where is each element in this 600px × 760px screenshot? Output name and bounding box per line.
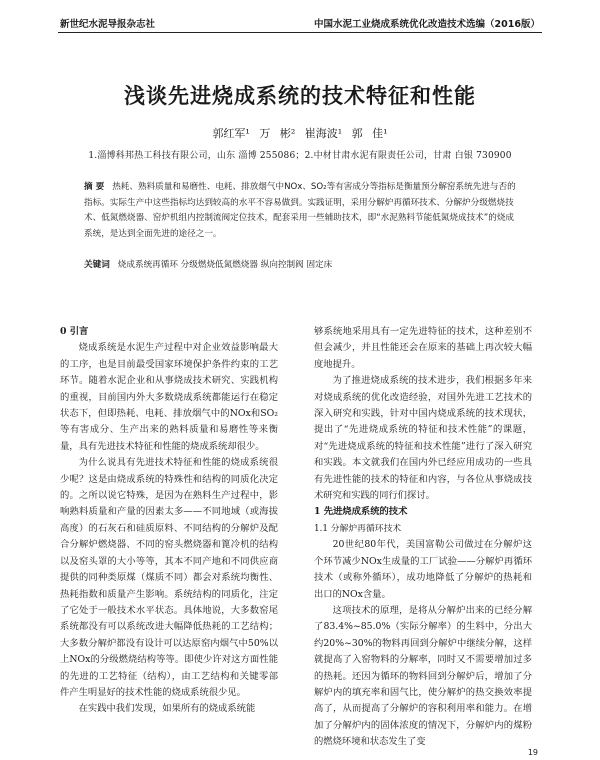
running-header-book-title: 中国水泥工业烧成系统优化改造技术选编（2016版）	[314, 19, 540, 30]
body-paragraph: 烧成系统是水泥生产过程中对企业效益影响最大的工序，也是目前最受国家环境保护条件约束的工艺环节。随着水泥企业和从事烧成技术研究、实践机构的重视，目前国内外大多数烧成系统都能运行在稳定状态下，但即热耗、电耗、排放烟气中的NOx和SO₂等有害成分、生产出来的熟料质量和易磨性等来衡量，具有先进技术特征和性能的烧成系统却很少。	[60, 342, 278, 452]
abstract-label: 摘 要	[84, 182, 105, 192]
body-paragraph: 这项技术的原理，是将从分解炉出来的已经分解了83.4%~85.0%（实际分解率）的生料中，分出大约20%~30%的物料再回到分解炉中继续分解，这样就提高了入窑物料的分解率，同时又不需要增加过多的热耗。还因为循环的物料回到分解炉后，增加了分解炉内的填充率和固气比，使分解炉的热交换效率提高了，从而提高了分解炉的容积利用率和能力。在增加了分解炉内的固体浓度的情况下，分解炉内的煤粉的燃烧环境和状态发生了变	[314, 604, 532, 748]
author-list: 郭红军¹ 万 彬² 崔海波¹ 郭 佳¹	[212, 127, 388, 140]
keywords-label: 关键词	[84, 260, 110, 270]
body-paragraph: 够系统地采用具有一定先进特征的技术，这种差别不但会减少，并且性能还会在原来的基础上再次较大幅度地提升。	[314, 326, 532, 370]
keywords-text: 烧成系统再循环 分级燃烧低氮燃烧器 纵向控制阀 固定床	[117, 260, 333, 270]
article-title: 浅谈先进烧成系统的技术特征和性能	[124, 84, 476, 108]
keywords	[84, 258, 518, 273]
body-paragraph: 为什么说具有先进技术特征和性能的烧成系统很少呢？这是由烧成系统的特殊性和结构的同质化决定的。之所以说它特殊，是因为在熟料生产过程中，影响熟料质量和产量的因素太多——不同地域（或海拔高度）的石灰石和硅质原料、不同结构的分解炉及配合分解炉燃烧器、不同的窑头燃烧器和篦冷机的结构以及窑头罩的大小等等，其本不同产地和不同供应商提供的同种类原煤（煤质不同）都会对系统均衡性、热耗指数和质量产生影响。系统结构的同质化，注定了它处于一般技术水平状态。具体地说，大多数窑尾系统都没有可以系统改进大幅降低热耗的工艺结构；大多数分解炉都没有设计可以达原窑内烟气中50%以上NOx的分级燃烧结构等等。即使少许对这方面性能的先进的工艺特征（结构），由工艺结构和关键零部件产生明显好的技术性能的烧成系统很少见。	[60, 457, 278, 698]
body-column-right	[314, 324, 532, 751]
body-column-left	[60, 324, 278, 718]
header-divider	[58, 32, 542, 33]
affiliation: 1.淄博科邦热工科技有限公司，山东 淄博 255086；2.中材甘肃水泥有限责任公司，甘肃 白银 730900	[88, 151, 512, 161]
section-heading: 1 先进烧成系统的技术	[314, 506, 408, 518]
body-paragraph: 在实践中我们发现，如果所有的烧成系统能	[78, 703, 256, 715]
abstract-text: 热耗、熟料质量和易磨性、电耗、排放烟气中NOx、SO₂等有害成分等指标是衡量预分解窑系统先进与否的指标。实际生产中这些指标均达到较高的水平不容易做到。实践证明，采用分解炉再循环技术、分解炉分级燃烧技术、低氮燃烧器、窑炉机组内控制流阀定位技术，配套采用一些辅助技术，即“水泥熟料节能低氮烧成技术”的烧成系统，是达到全面先进的途径之一。	[84, 182, 516, 239]
body-paragraph: 20世纪80年代，美国富勒公司做过在分解炉这个环节减少NOx生成量的工厂试验——分解炉再循环技术（或称外循环），成功地降低了分解炉的热耗和出口的NOx含量。	[314, 539, 532, 600]
subsection-heading: 1.1 分解炉再循环技术	[314, 523, 402, 534]
page-number: 19	[527, 748, 538, 757]
abstract	[84, 180, 518, 242]
running-header-publisher: 新世纪水泥导报杂志社	[60, 19, 156, 30]
body-paragraph: 为了推进烧成系统的技术进步，我们根据多年来对烧成系统的优化改造经验，对国外先进工艺技术的深入研究和实践，针对中国内烧成系统的技术现状，提出了“先进烧成系统的特征和技术性能”的课题，对“先进烧成系统的特征和技术性能”进行了深入研究和实践。本文就我们在国内外已经应用成功的一些具有先进性能的技术的特征和内容，与各位从事烧成技术研究和实践的同行们探讨。	[314, 375, 532, 502]
section-heading: 0 引言	[60, 326, 89, 337]
